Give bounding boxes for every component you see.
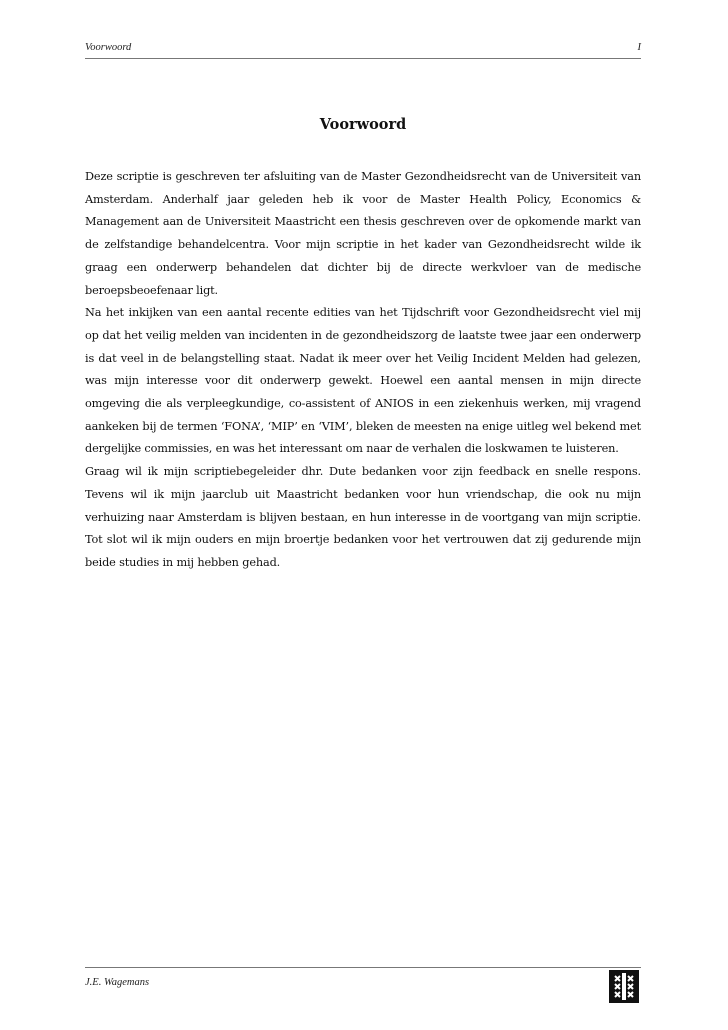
body-text <box>85 166 641 575</box>
footer-author: J.E. Wagemans <box>85 977 150 988</box>
university-logo-icon <box>609 970 639 1003</box>
page-number: I <box>637 42 641 53</box>
paragraph: Graag wil ik mijn scriptiebegeleider dhr. Dute bedanken voor zijn feedback en snelle respons. Tevens wil ik mijn jaarclub uit Maastricht bedanken voor hun vriendschap, die ook nu mijn verhuizing naar Amsterdam is blijven bestaan, en hun interesse in de voortgang van mijn scriptie. Tot slot wil ik mijn ouders en mijn broertje bedanken voor het vertrouwen dat zij gedurende mijn beide studies in mij hebben gehad. <box>85 465 641 569</box>
paragraph: Na het inkijken van een aantal recente edities van het Tijdschrift voor Gezondheidsrecht viel mij op dat het veilig melden van incidenten in de gezondheidszorg de laatste twee jaar een onderwerp is dat veel in de belangstelling staat. Nadat ik meer over het Veilig Incident Melden had gelezen, was mijn interesse voor dit onderwerp gewekt. Hoewel een aantal mensen in mijn directe omgeving die als verpleegkundige, co-assistent of ANIOS in een ziekenhuis werken, mij vragend aankeken bij de termen ‘FONA’, ‘MIP’ en ‘VIM’, bleken de meesten na enige uitleg wel bekend met dergelijke commissies, en was het interessant om naar de verhalen die loskwamen te luisteren. <box>85 306 641 456</box>
page-title: Voorwoord <box>319 116 407 133</box>
header-rule <box>85 58 641 59</box>
running-header <box>85 42 641 53</box>
header-title: Voorwoord <box>85 42 132 53</box>
paragraph: Deze scriptie is geschreven ter afsluiting van de Master Gezondheidsrecht van de Universiteit van Amsterdam. Anderhalf jaar geleden heb ik voor de Master Health Policy, Economics & Management aan de Universiteit Maastricht een thesis geschreven over de opkomende markt van de zelfstandige behandelcentra. Voor mijn scriptie in het kader van Gezondheidsrecht wilde ik graag een onderwerp behandelen dat dichter bij de directe werkvloer van de medische beroepsbeoefenaar ligt. <box>85 170 641 297</box>
footer-rule <box>85 967 641 968</box>
